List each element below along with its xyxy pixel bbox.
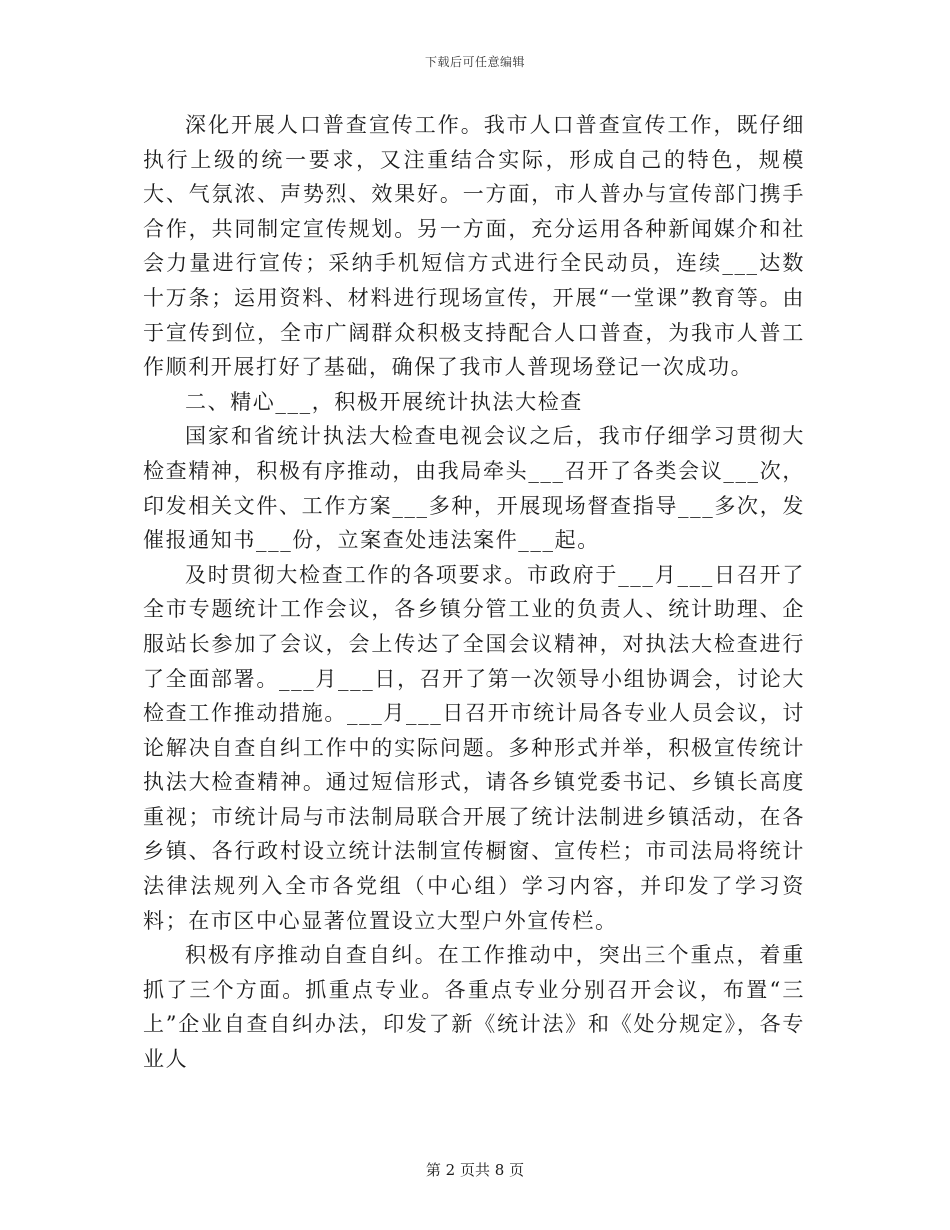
page-header: 下载后可任意编辑 bbox=[424, 55, 525, 69]
document-body bbox=[143, 108, 805, 1077]
paragraph-timely-implementation: 及时贯彻大检查工作的各项要求。市政府于___月___日召开了全市专题统计工作会议，各乡镇分管工业的负责人、统计助理、企服站长参加了会议，会上传达了全国会议精神，对执法大检查进行了全面部署。___月___日，召开了第一次领导小组协调会，讨论大检查工作推动措施。___月___日召开市统计局各专业人员会议，讨论解决自查自纠工作中的实际问题。多种形式并举，积极宣传统计执法大检查精神。通过短信形式，请各乡镇党委书记、乡镇长高度重视；市统计局与市法制局联合开展了统计法制进乡镇活动，在各乡镇、各行政村设立统计法制宣传橱窗、宣传栏；市司法局将统计法律法规列入全市各党组（中心组）学习内容，并印发了学习资料；在市区中心显著位置设立大型户外宣传栏。 bbox=[143, 562, 805, 933]
paragraph-self-inspection: 积极有序推动自查自纠。在工作推动中，突出三个重点，着重抓了三个方面。抓重点专业。各重点专业分别召开会议，布置“三上”企业自查自纠办法，印发了新《统计法》和《处分规定》，各专业人 bbox=[143, 943, 805, 1072]
paragraph-census-publicity: 深化开展人口普查宣传工作。我市人口普查宣传工作，既仔细执行上级的统一要求，又注重结合实际，形成自己的特色，规模大、气氛浓、声势烈、效果好。一方面，市人普办与宣传部门携手合作，共同制定宣传规划。另一方面，充分运用各种新闻媒介和社会力量进行宣传；采纳手机短信方式进行全民动员，连续___达数十万条；运用资料、材料进行现场宣传，开展“一堂课”教育等。由于宣传到位，全市广阔群众积极支持配合人口普查，为我市人普工作顺利开展打好了基础，确保了我市人普现场登记一次成功。 bbox=[143, 113, 805, 380]
paragraph-inspection-meeting: 国家和省统计执法大检查电视会议之后，我市仔细学习贯彻大检查精神，积极有序推动，由我局牵头___召开了各类会议___次，印发相关文件、工作方案___多种，开展现场督查指导___多次，发催报通知书___份，立案查处违法案件___起。 bbox=[143, 424, 805, 553]
section-heading-2: 二、精心___，积极开展统计执法大检查 bbox=[185, 389, 583, 414]
page-footer: 第 2 页共 8 页 bbox=[425, 1161, 525, 1179]
